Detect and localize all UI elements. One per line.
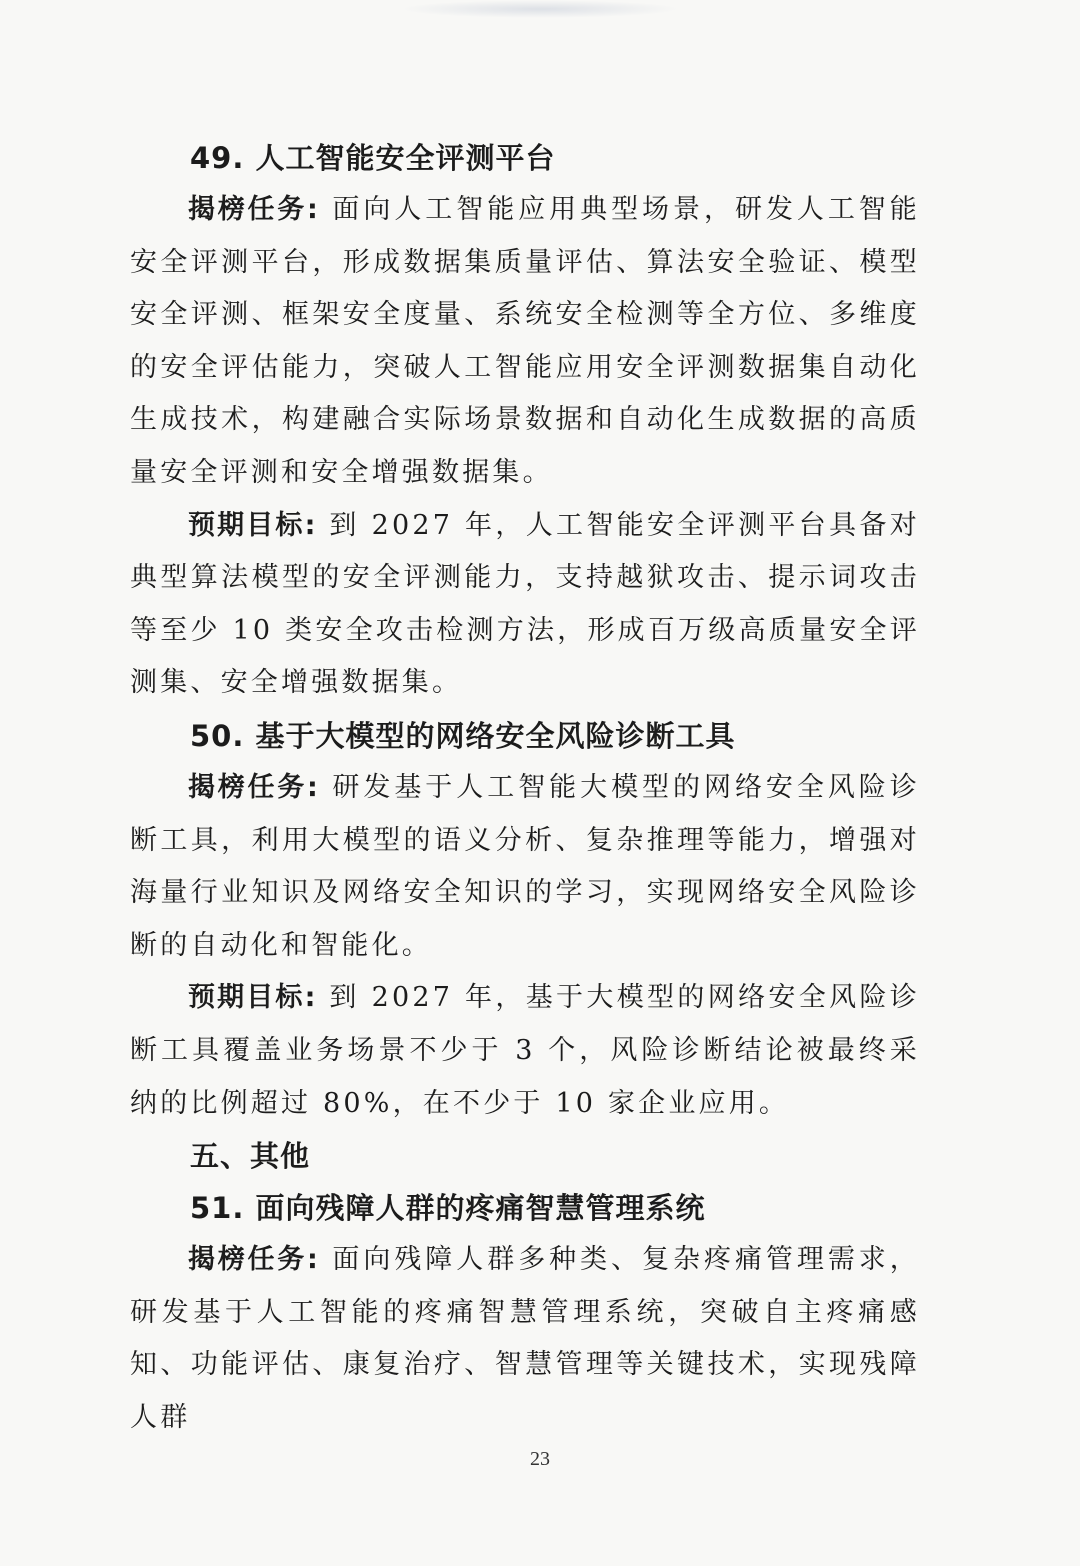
section-49-heading: 49. 人工智能安全评测平台 [190,141,556,175]
goal-text: 到 2027 年，人工智能安全评测平台具备对典型算法模型的安全评测能力，支持越狱攻击、提示词攻击等至少 10 类安全攻击检测方法，形成百万级高质量安全评测集、安全增强数据集。 [130,509,920,699]
task-text: 面向残障人群多种类、复杂疼痛管理需求，研发基于人工智能的疼痛智慧管理系统，突破自主疼痛感知、功能评估、康复治疗、智慧管理等关键技术，实现残障人群 [130,1244,920,1433]
task-label: 揭榜任务: [188,194,320,225]
section-51-heading: 51. 面向残障人群的疼痛智慧管理系统 [190,1191,706,1226]
goal-text: 到 2027 年，基于大模型的网络安全风险诊断工具覆盖业务场景不少于 3 个，风险诊断结论被最终采纳的比例超过 80%，在不少于 10 家企业应用。 [130,982,920,1119]
page-content [130,132,920,1444]
task-text: 研发基于人工智能大模型的网络安全风险诊断工具，利用大模型的语义分析、复杂推理等能力，增强对海量行业知识及网络安全知识的学习，实现网络安全风险诊断的自动化和智能化。 [130,771,920,961]
goal-label: 预期目标: [188,509,318,541]
section-50-task-paragraph [130,762,920,972]
section-50-heading: 50. 基于大模型的网络安全风险诊断工具 [190,718,736,753]
task-label: 揭榜任务: [188,771,320,803]
part-five-heading: 五、其他 [190,1139,311,1174]
goal-label: 预期目标: [188,982,318,1014]
section-50-goal-paragraph [130,972,920,1130]
section-51-task-paragraph [130,1234,920,1444]
page-number: 23 [530,1448,550,1470]
scan-smudge [400,0,680,18]
task-label: 揭榜任务: [188,1244,320,1276]
task-text: 面向人工智能应用典型场景，研发人工智能安全评测平台，形成数据集质量评估、算法安全验证、模型安全评测、框架安全度量、系统安全检测等全方位、多维度的安全评估能力，突破人工智能应用安全评测数据集自动化生成技术，构建融合实际场景数据和自动化生成数据的高质量安全评测和安全增强数据集。 [130,194,920,488]
section-49-task-paragraph [130,184,920,500]
section-49-goal-paragraph [130,500,920,710]
